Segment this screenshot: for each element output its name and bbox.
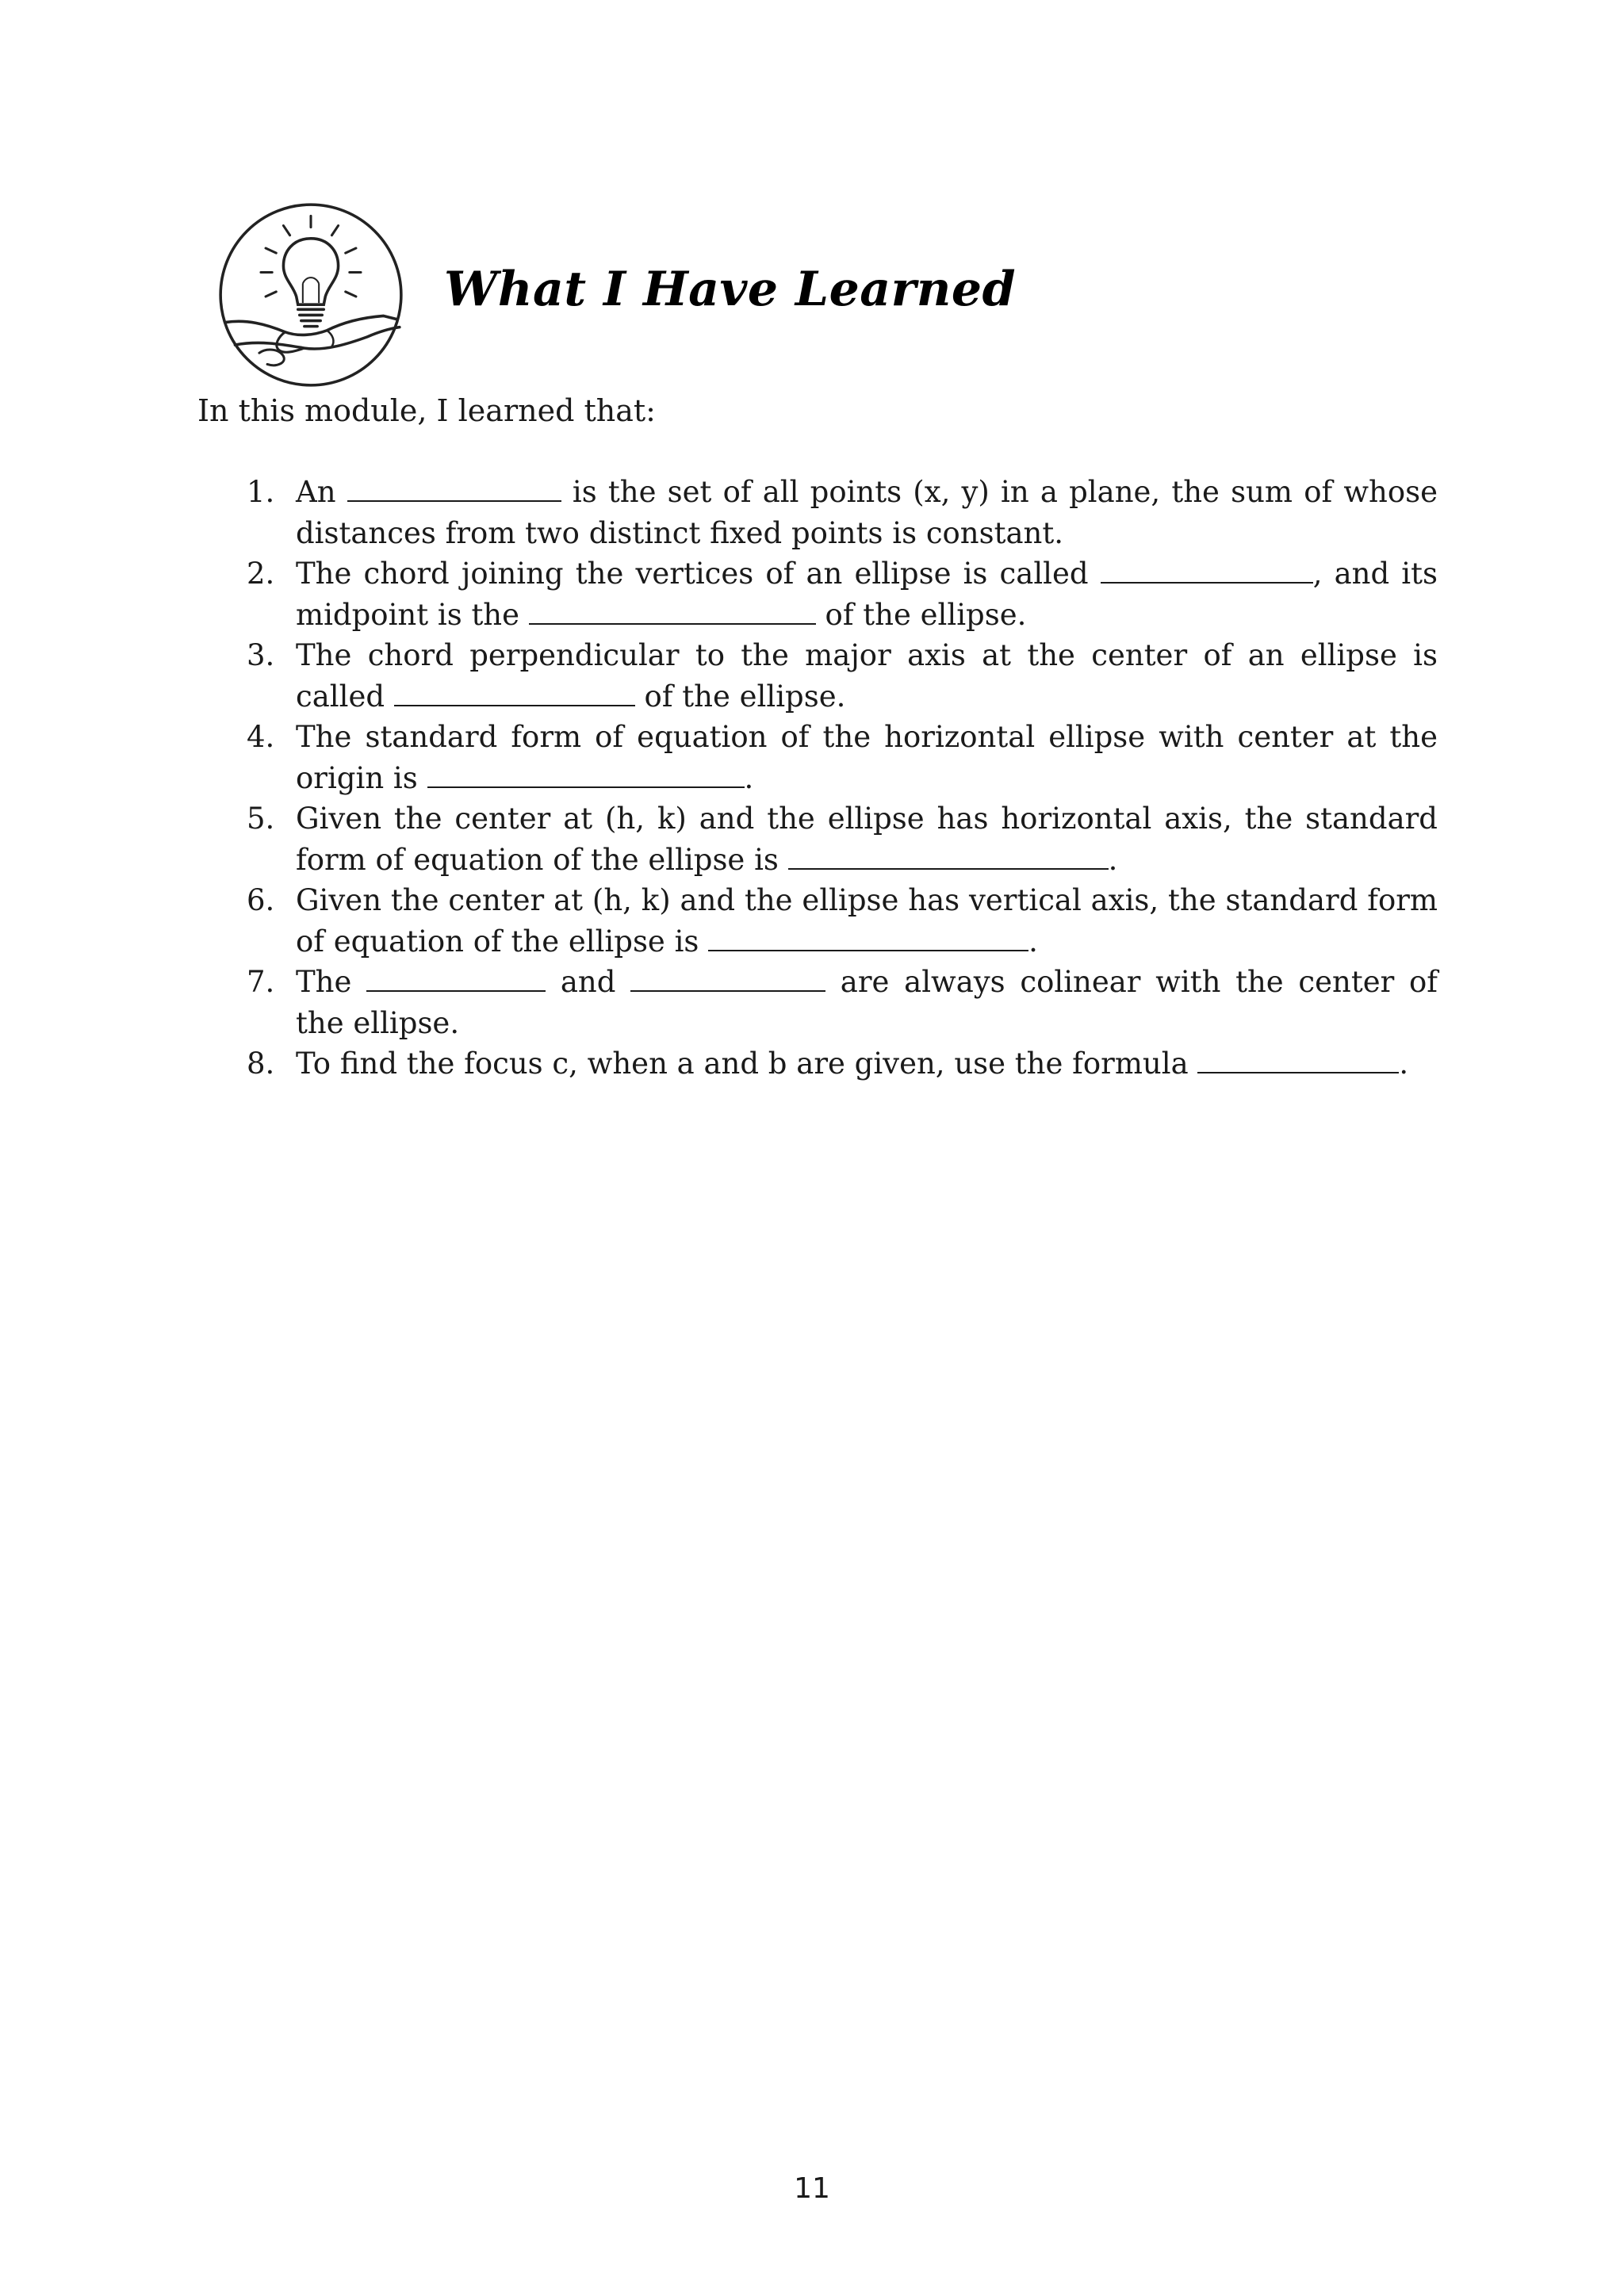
answer-blank[interactable] [394,676,635,706]
answer-blank[interactable] [529,595,816,624]
item-number: 8. [247,1047,275,1081]
learned-statements-list [234,472,1438,1085]
item-text: An [296,475,347,509]
item-text: The chord joining the vertices of an ellipse is called [296,557,1101,591]
item-text: Given the center at (h, k) and the ellipse has horizontal axis, the standard form of equation of the ellipse is [296,802,1438,877]
answer-blank[interactable] [708,921,1028,951]
item-text: are always colinear with the center of the ellipse. [296,965,1438,1040]
section-title: What I Have Learned [444,262,1017,317]
item-text: The chord perpendicular to the major axis at the center of an ellipse is called [296,638,1438,714]
item-text: . [744,760,754,795]
item-text: . [1399,1047,1409,1081]
list-item [234,635,1438,717]
item-text: , and its midpoint is the [296,557,1438,632]
item-text: . [1028,924,1038,959]
item-number: 6. [247,883,275,917]
item-text: The standard form of equation of the horizontal ellipse with center at the origin is [296,720,1438,795]
item-number: 5. [247,802,275,836]
answer-blank[interactable] [427,758,745,787]
answer-blank[interactable] [347,473,561,502]
answer-blank[interactable] [366,962,546,992]
answer-blank[interactable] [1197,1044,1399,1073]
item-text: of the ellipse. [815,597,1027,632]
list-item [234,962,1438,1043]
item-text: . [1108,842,1118,877]
item-text: of the ellipse. [634,679,846,714]
answer-blank[interactable] [1101,554,1313,584]
list-item [234,880,1438,962]
intro-text: In this module, I learned that: [197,393,656,428]
list-item [234,717,1438,798]
item-number: 7. [247,965,275,999]
lightbulb-in-hand-icon [214,198,408,392]
answer-blank[interactable] [788,840,1109,869]
item-text: is the set of all points (x, y) in a plane, the sum of whose distances from two distinct fixed points is constant. [296,475,1438,550]
item-text: Given the center at (h, k) and the ellipse has vertical axis, the standard form of equation of the ellipse is [296,883,1438,959]
list-item [234,472,1438,553]
list-item [234,798,1438,880]
item-number: 2. [247,557,275,591]
item-number: 1. [247,475,275,509]
list-item [234,1043,1438,1085]
item-text: To find the focus c, when a and b are given, use the formula [296,1047,1198,1081]
item-text: The [296,965,367,999]
answer-blank[interactable] [630,962,825,992]
item-number: 3. [247,638,275,672]
list-item [234,553,1438,635]
item-text: and [546,965,631,999]
item-number: 4. [247,720,275,754]
page-number: 11 [794,2172,830,2205]
